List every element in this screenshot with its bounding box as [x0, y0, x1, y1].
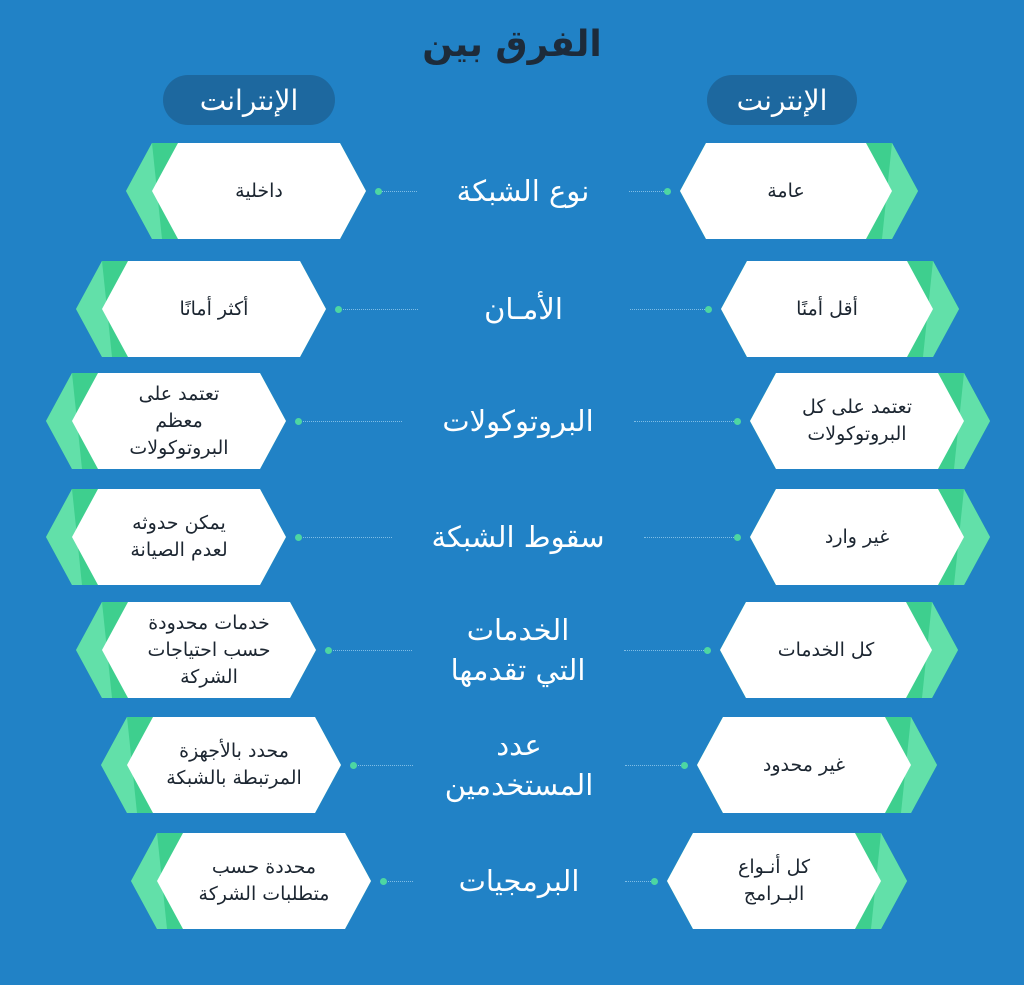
internet-card	[667, 833, 907, 929]
intranet-card	[101, 717, 341, 813]
connector-dot	[705, 306, 712, 313]
internet-value: عامة	[767, 179, 805, 202]
internet-card	[750, 489, 990, 585]
intranet-value: خدمات محدودة حسب احتياجات الشركة	[147, 611, 271, 688]
connector-line	[338, 309, 418, 310]
internet-value: كل الخدمات	[777, 638, 875, 661]
intranet-card	[126, 143, 366, 239]
connector-line	[298, 421, 402, 422]
criterion-label: البرمجيات	[458, 864, 580, 898]
connector-line	[353, 765, 413, 766]
connector-line	[629, 191, 668, 192]
connector-line	[383, 881, 413, 882]
connector-dot	[295, 534, 302, 541]
connector-line	[378, 191, 417, 192]
intranet-card	[46, 489, 286, 585]
criterion-label: البروتوكولات	[442, 404, 594, 438]
connector-dot	[380, 878, 387, 885]
intranet-column-header: الإنترانت	[163, 75, 335, 125]
internet-card	[750, 373, 990, 469]
internet-card	[720, 602, 958, 698]
connector-dot	[375, 188, 382, 195]
connector-line	[298, 537, 392, 538]
criterion-label: الأمـان	[484, 292, 563, 326]
intranet-value: يمكن حدوثه لعدم الصيانة	[130, 512, 228, 561]
connector-line	[634, 421, 738, 422]
intranet-value: محددة حسب متطلبات الشركة	[198, 856, 330, 905]
connector-line	[625, 765, 685, 766]
connector-line	[624, 650, 708, 651]
criterion-label: الخدمات التي تقدمها	[450, 613, 586, 687]
intranet-card	[46, 373, 286, 469]
internet-value: تعتمد على كل البروتوكولات	[801, 396, 913, 445]
intranet-value: محدد بالأجهزة المرتبطة بالشبكة	[166, 740, 302, 789]
criterion-label: نوع الشبكة	[456, 174, 590, 208]
criterion-label: سقوط الشبكة	[431, 520, 605, 554]
internet-value: كل أنـواع البـرامج	[737, 856, 811, 905]
connector-dot	[734, 534, 741, 541]
intranet-value: أكثر أمانًا	[179, 297, 249, 320]
internet-value: غير وارد	[824, 525, 890, 548]
intranet-value: داخلية	[235, 179, 283, 202]
connector-dot	[664, 188, 671, 195]
connector-dot	[295, 418, 302, 425]
connector-line	[644, 537, 738, 538]
internet-card	[680, 143, 918, 239]
page-title: الفرق بين	[422, 24, 602, 65]
connector-line	[630, 309, 710, 310]
connector-dot	[704, 647, 711, 654]
connector-dot	[325, 647, 332, 654]
connector-dot	[350, 762, 357, 769]
connector-dot	[651, 878, 658, 885]
connector-dot	[681, 762, 688, 769]
intranet-card	[76, 602, 316, 698]
connector-dot	[734, 418, 741, 425]
intranet-card	[76, 261, 326, 357]
criterion-label: عدد المستخدمين	[444, 728, 594, 802]
internet-value: أقل أمنًا	[796, 297, 858, 320]
intranet-card	[131, 833, 371, 929]
internet-card	[697, 717, 937, 813]
connector-line	[328, 650, 412, 651]
connector-dot	[335, 306, 342, 313]
internet-card	[721, 261, 959, 357]
internet-value: غير محدود	[762, 753, 846, 776]
intranet-value: تعتمد على معظم البروتوكولات	[129, 382, 229, 459]
internet-column-header: الإنترنت	[707, 75, 857, 125]
